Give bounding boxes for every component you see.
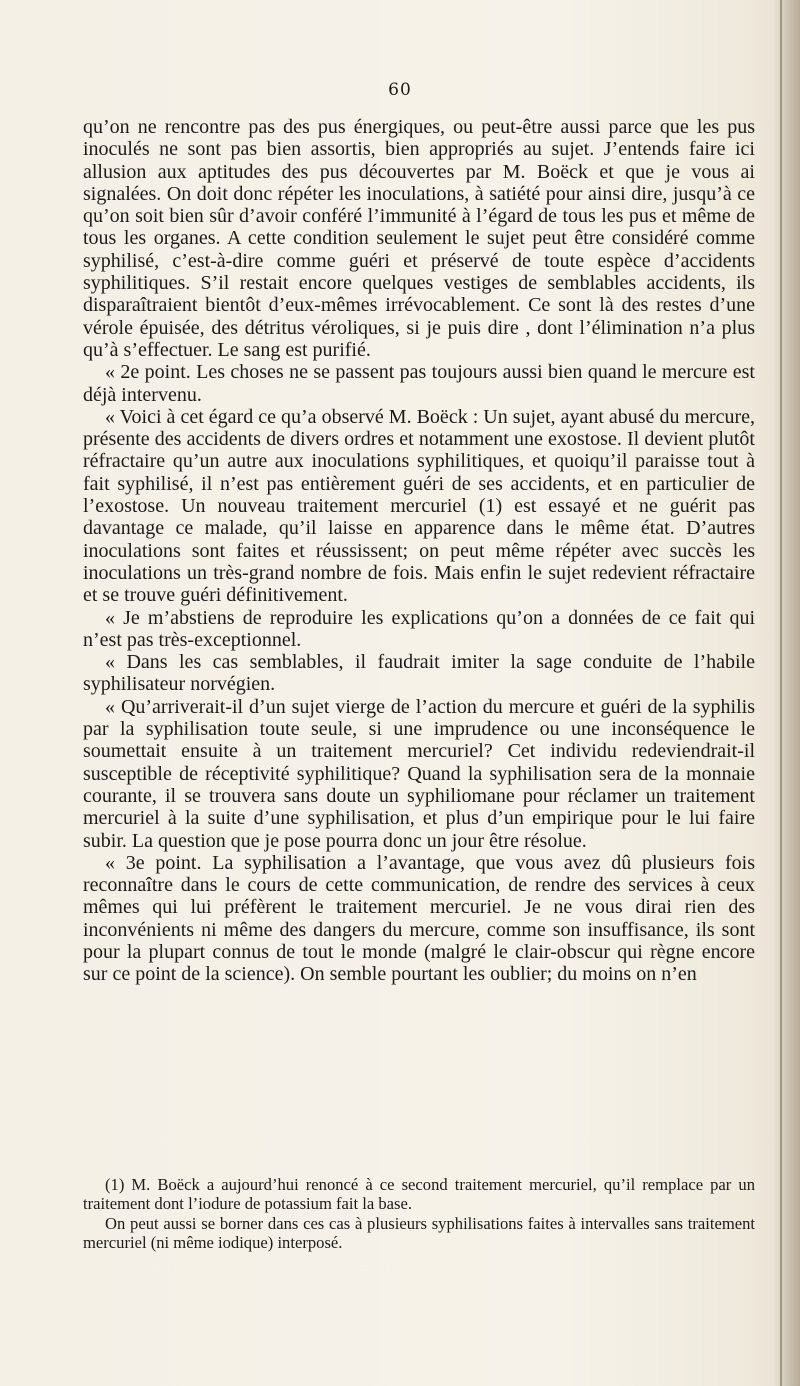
footnotes — [83, 1175, 755, 1253]
paragraph: « 2e point. Les choses ne se passent pas toujours aussi bien quand le mercure est déjà intervenu. — [83, 361, 755, 406]
paragraph: « Voici à cet égard ce qu’a observé M. Boëck : Un sujet, ayant abusé du mercure, présente des accidents de divers ordres et notamment une exostose. Il devient plutôt réfractaire qu’un autre aux inoculations syphilitiques, et quoiqu’il paraisse tout à fait syphilisé, il n’est pas entièrement guéri de ses accidents, et en particulier de l’exostose. Un nouveau traitement mercuriel (1) est essayé et ne guérit pas davantage ce malade, qu’il laisse en apparence dans le même état. D’autres inoculations sont faites et réussissent; on peut même répéter avec succès les inoculations un très-grand nombre de fois. Mais enfin le sujet redevient réfractaire et se trouve guéri définitivement. — [83, 405, 755, 607]
paragraph: qu’on ne rencontre pas des pus énergiques, ou peut-être aussi parce que les pus inoculés ne sont pas bien assortis, bien appropriés au sujet. J’entends faire ici allusion aux aptitudes des pus découvertes par M. Boëck et que je vous ai signalées. On doit donc répéter les inoculations, à satiété pour ainsi dire, jusqu’à ce qu’on soit bien sûr d’avoir conféré l’immunité à l’égard de tous les pus et même de tous les organes. A cette condition seulement le sujet peut être considéré comme syphilisé, c’est-à-dire comme guéri et préservé de toute espèce d’accidents syphilitiques. S’il restait encore quelques vestiges de semblables accidents, ils disparaîtraient bientôt d’eux-mêmes irrévocablement. Ce sont là des restes d’une vérole épuisée, des détritus véroliques, si je puis dire , dont l’élimination n’a plus qu’à s’effectuer. Le sang est purifié. — [83, 116, 755, 361]
paragraph: « Qu’arriverait-il d’un sujet vierge de l’action du mercure et guéri de la syphilis par la syphilisation toute seule, si une imprudence ou une inconséquence le soumettait ensuite à un traitement mercuriel? Cet individu redeviendrait-il susceptible de réceptivité syphilitique? Quand la syphilisation sera de la monnaie courante, il se trouvera sans doute un syphiliomane pour réclamer un traitement mercuriel à la suite d’une syphilisation, et plus d’un empirique pour le lui faire subir. La question que je pose pourra donc un jour être résolue. — [83, 695, 755, 852]
page-number: 60 — [388, 80, 412, 100]
paragraph: « 3e point. La syphilisation a l’avantage, que vous avez dû plusieurs fois reconnaître dans le cours de cette communication, de rendre des services à ceux mêmes qui lui préfèrent le traitement mercuriel. Je ne vous dirai rien des inconvénients ni même des dangers du mercure, comme son insuffisance, ils sont pour la plupart connus de tout le monde (malgré le clair-obscur qui règne encore sur ce point de la science). On semble pourtant les oublier; du moins on n’en — [83, 851, 755, 986]
paragraph: « Je m’abstiens de reproduire les explications qu’on a données de ce fait qui n’est pas très-exceptionnel. — [83, 606, 755, 651]
page-edge-line — [780, 0, 782, 1386]
page-edge-shadow — [774, 0, 800, 1386]
body-text — [83, 116, 755, 986]
footnote: (1) M. Boëck a aujourd’hui renoncé à ce second traitement mercuriel, qu’il remplace par un traitement dont l’iodure de potassium fait la base. — [83, 1175, 755, 1214]
footnote: On peut aussi se borner dans ces cas à plusieurs syphilisations faites à intervalles sans traitement mercuriel (ni même iodique) interposé. — [83, 1213, 755, 1253]
paragraph: « Dans les cas semblables, il faudrait imiter la sage conduite de l’habile syphilisateur norvégien. — [83, 651, 755, 696]
